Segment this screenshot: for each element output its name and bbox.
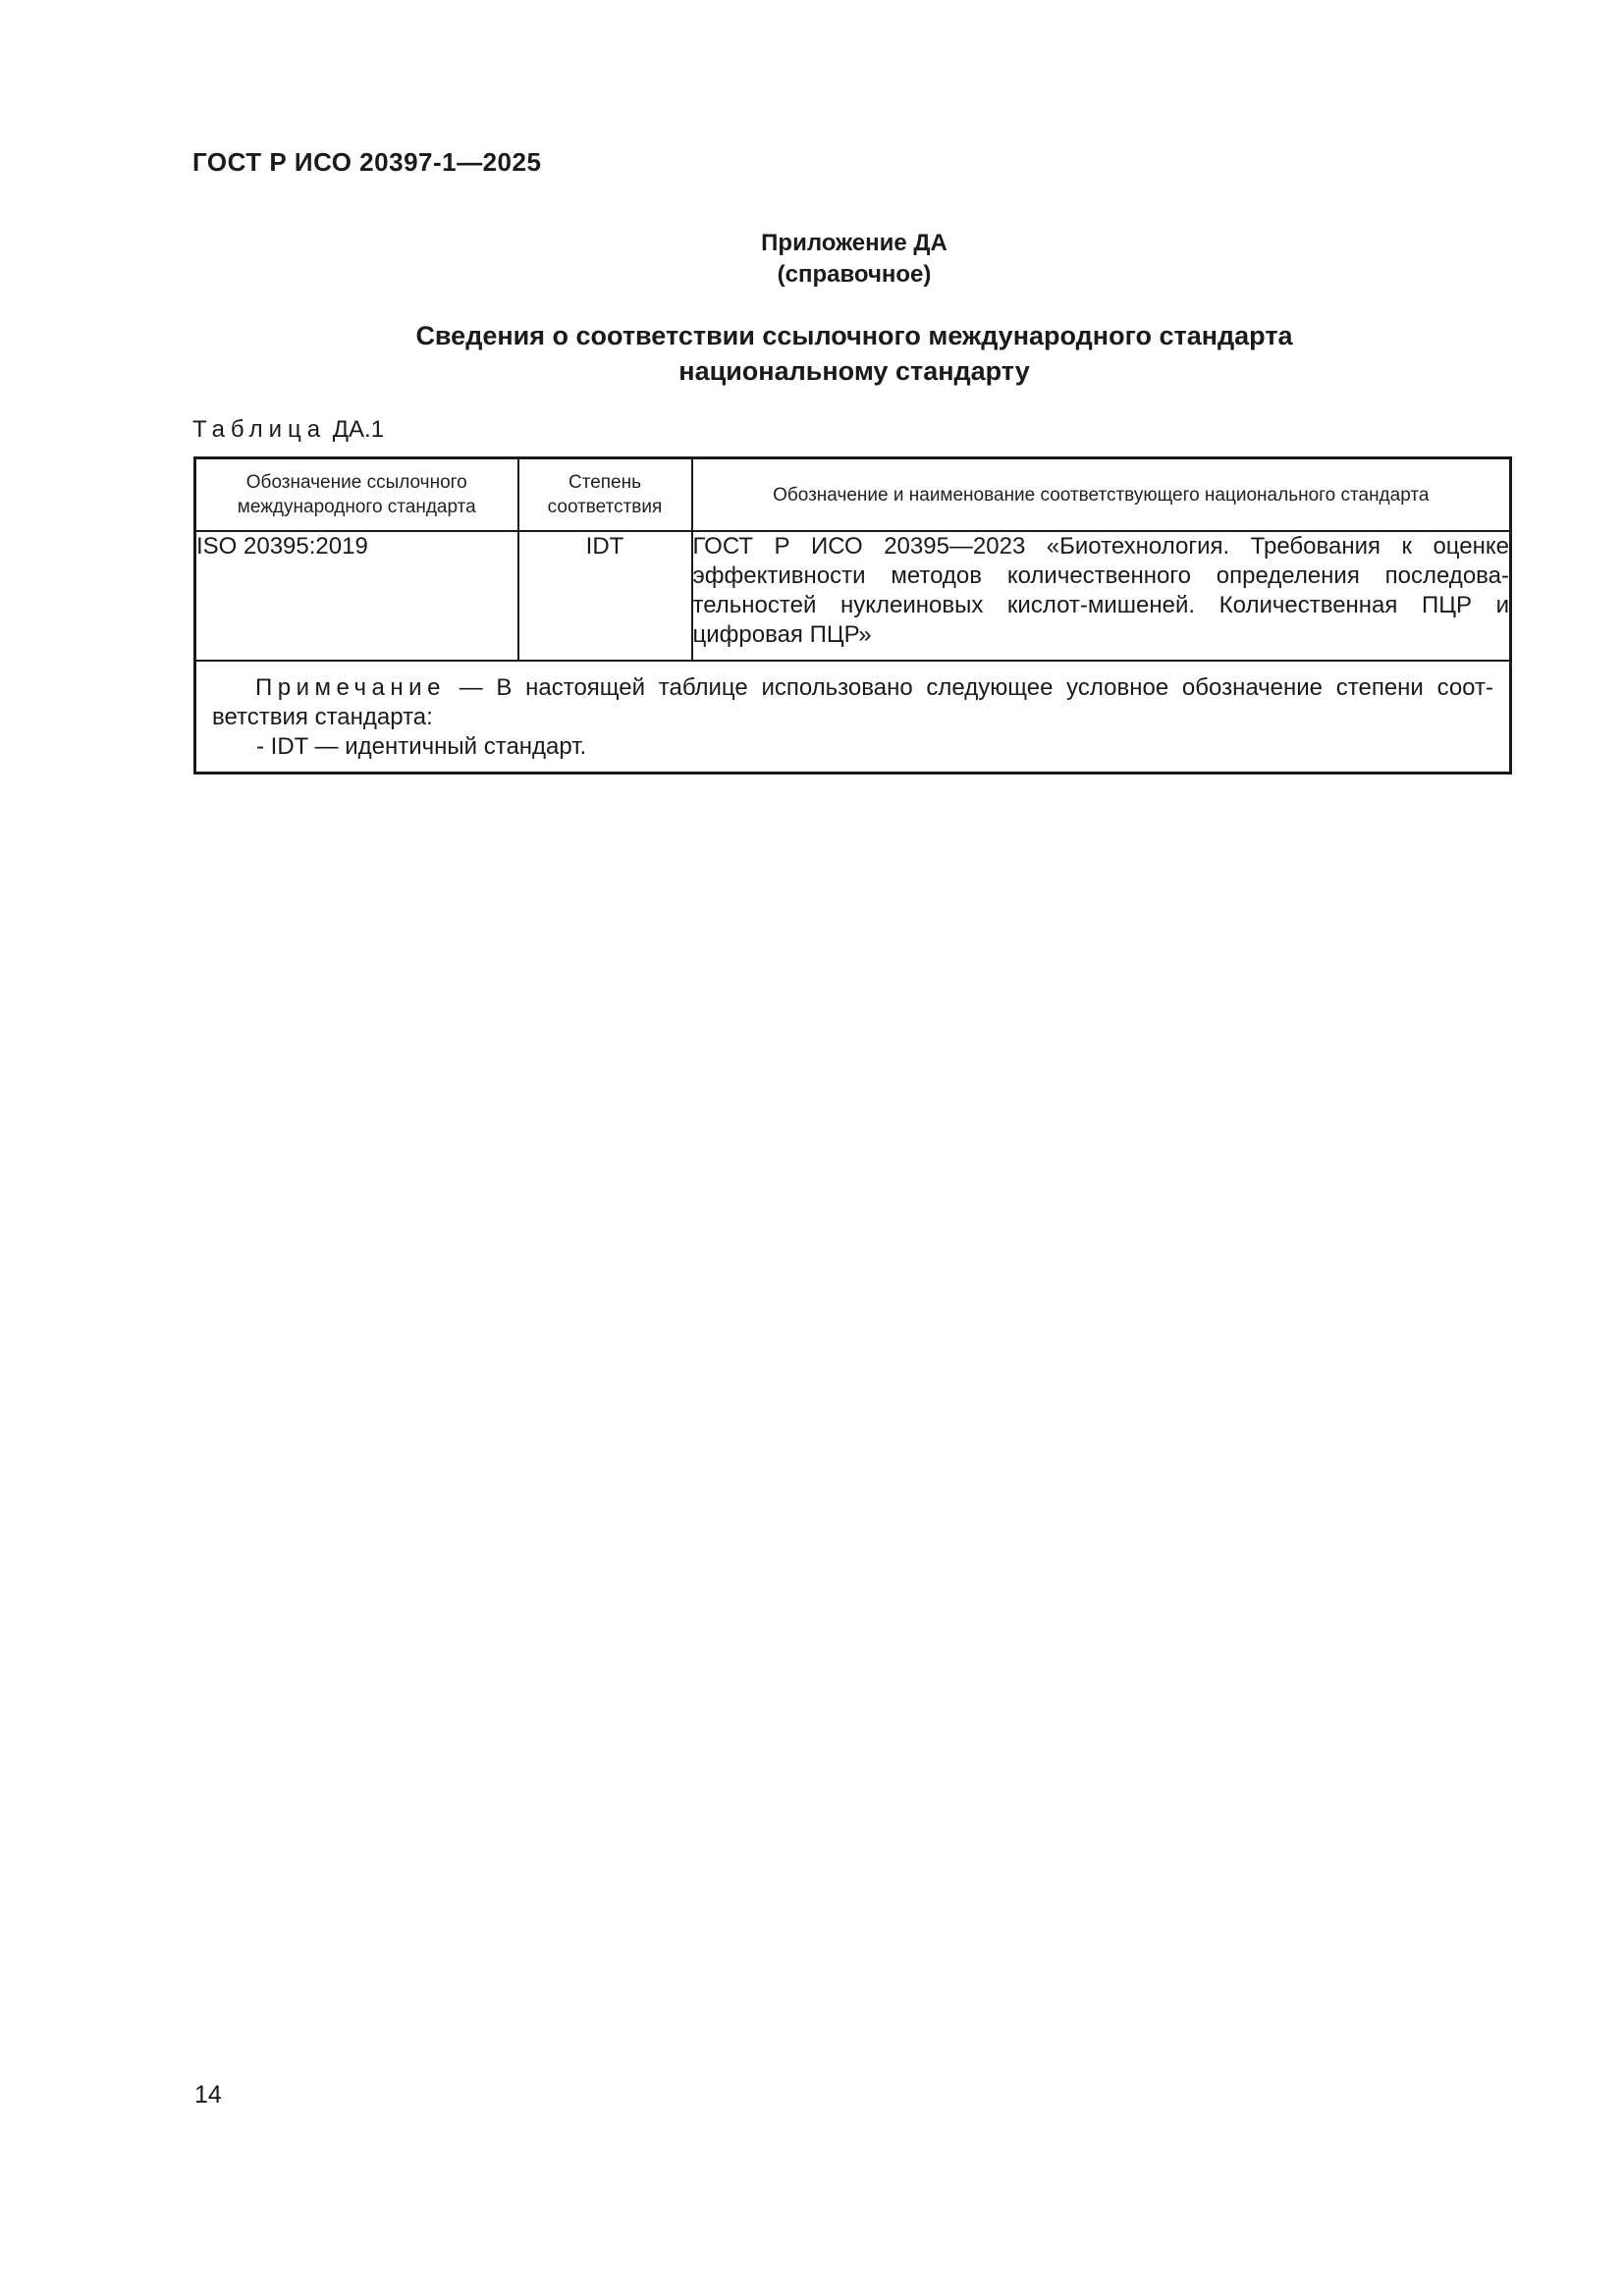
table-note-text [212,673,1493,732]
document-code: ГОСТ Р ИСО 20397-1—2025 [192,147,542,177]
header-intl-standard [195,458,518,532]
note-label: Примечание [255,674,446,701]
table-caption-number: ДА.1 [332,416,385,443]
header-national-standard [692,458,1511,532]
table-caption-word: Таблица [192,416,327,443]
appendix-heading [0,228,1624,291]
appendix-label: Приложение ДА [761,230,947,256]
appendix-type: (справочное) [777,261,932,288]
table-note-row [195,661,1511,774]
header-degree [518,458,692,532]
header-national-standard-text: Обозначение и наименование соответствующего национального стандарта [773,484,1430,506]
table-caption [192,416,384,444]
table-header-row [195,458,1511,532]
table-row [195,531,1511,661]
page-number: 14 [194,2081,222,2109]
appendix-title-line1: Сведения о соответствии ссылочного международного стандарта [415,321,1293,350]
note-list-item: - IDT — идентичный стандарт. [256,733,587,760]
table-note [195,661,1511,774]
appendix-title-line2: национальному стандарту [678,356,1030,386]
header-degree-line2: соответствия [547,497,663,517]
correspondence-table [193,456,1512,774]
header-degree-line1: Степень [568,472,642,493]
cell-intl-standard: ISO 20395:2019 [195,531,518,661]
header-intl-standard-line1: Обозначение ссылочного [245,472,467,493]
header-intl-standard-line2: международного стандарта [237,497,476,517]
note-body: — В настоящей таблице использовано следующее условное обозначение степени соответствия стандарта: [212,674,1493,730]
cell-national-standard: ГОСТ Р ИСО 20395—2023 «Биотехнология. Требования к оценке эффективности методов количественного определения последовательностей нуклеиновых кислот-мишеней. Количественная ПЦР и цифровая ПЦР» [692,531,1511,661]
appendix-title [0,318,1624,389]
cell-degree: IDT [518,531,692,661]
